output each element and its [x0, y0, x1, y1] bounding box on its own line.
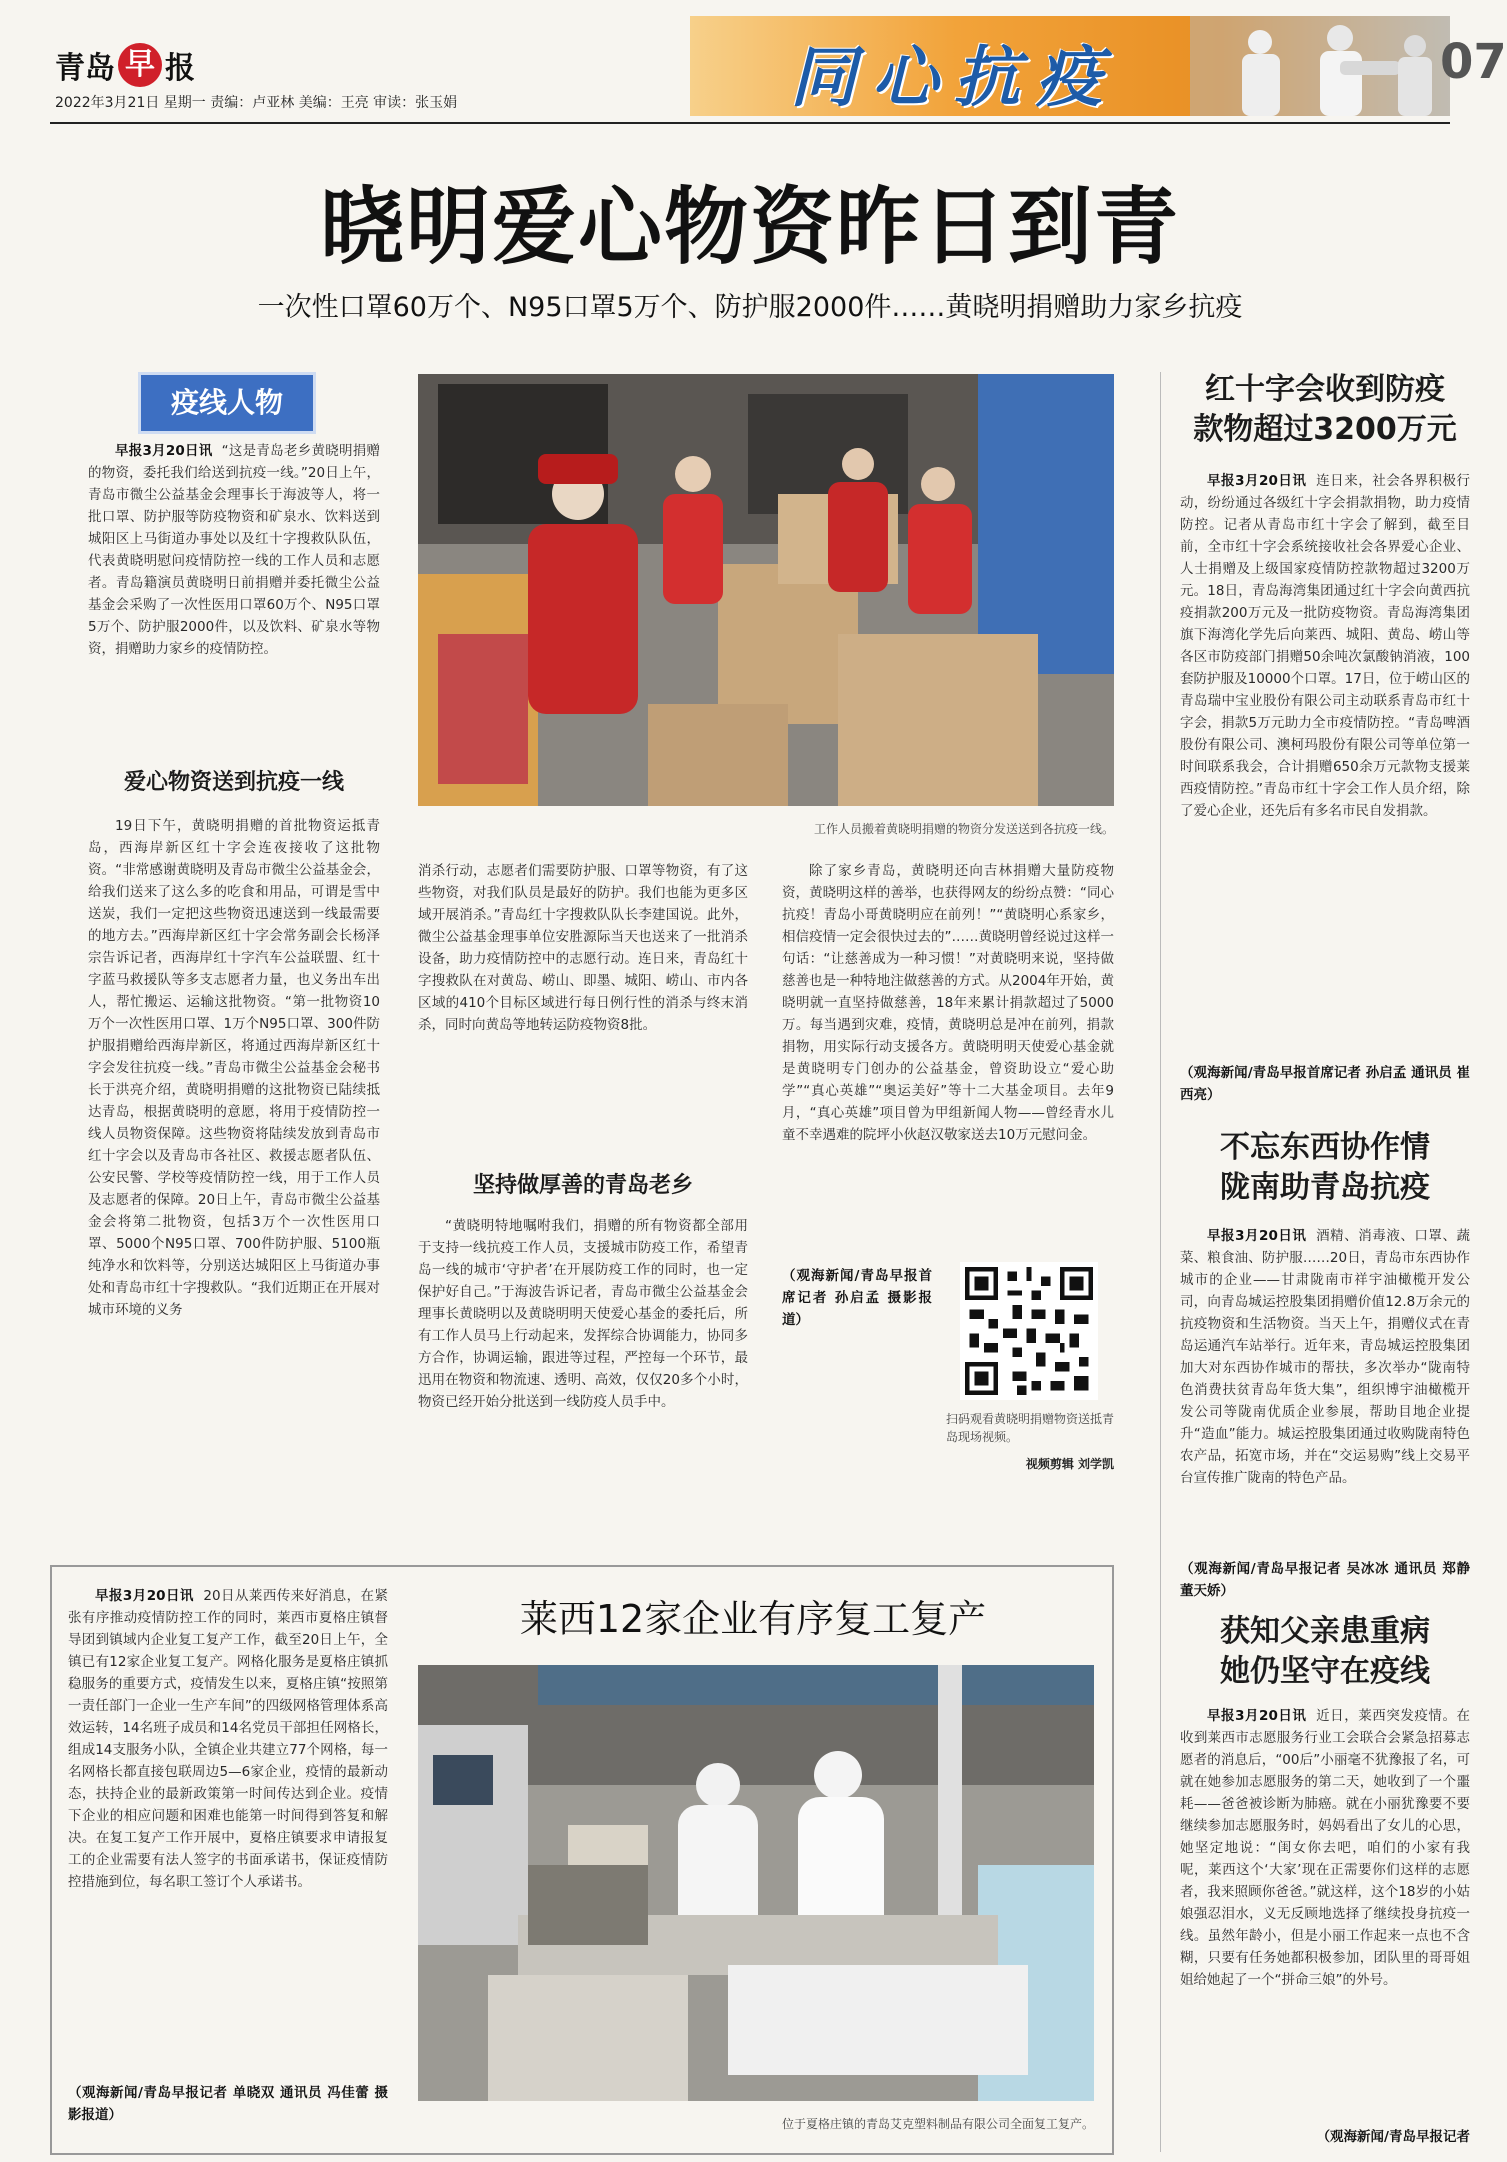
- side3-credit: （观海新闻/青岛早报记者: [1316, 2129, 1470, 2145]
- bottom-lead: 早报3月20日讯: [95, 1588, 194, 1604]
- main-article-col2b-text: “黄晓明特地嘱咐我们，捐赠的所有物资都全部用于支持一线抗疫工作人员，支援城市防疫工作，希望青岛一线的城市‘守护者’在开展防疫工作的同时，也一定保护好自己。”于海波告诉记者，青岛市微尘公益基金会理事长黄晓明以及黄晓明明天使爱心基金的委托后，所有工作人员马上行动起来，发挥综合协调能力，协同多方合作，协调运输，跟进等过程，严控每一个环节，最迅用在物资和物流速、透明、高效，仅仅20多个小时，物资已经开始分批送到一线防疫人员手中。: [418, 1218, 748, 1410]
- main-article-col2b: [418, 1215, 748, 1480]
- bottom-article-body: [68, 1585, 388, 2075]
- side2-body: [1180, 1225, 1470, 1555]
- main-article-col2a-text: 消杀行动，志愿者们需要防护服、口罩等物资，有了这些物资，对我们队员是最好的防护。我们也能为更多区域开展消杀。”青岛红十字搜救队队长李建国说。此外，微尘公益基金理事单位安胜源际当天也送来了一批消杀设备，助力疫情防控中的志愿行动。连日来，青岛红十字搜救队在对黄岛、崂山、即墨、城阳、崂山、市内各区域的410个目标区域进行每日例行性的消杀与终末消杀，同时向黄岛等地转运防疫物资8批。: [418, 863, 748, 1033]
- main-article-lead: 早报3月20日讯: [115, 443, 213, 459]
- photo-factory-workers: [418, 1665, 1094, 2101]
- qr-code-icon: [960, 1262, 1098, 1400]
- side3-text: 近日，莱西突发疫情。在收到莱西市志愿服务行业工会联合会紧急招募志愿者的消息后，“00后”小丽毫不犹豫报了名，可就在她参加志愿服务的第二天，她收到了一个噩耗——爸爸被诊断为肺癌。就在小丽犹豫要不要继续参加志愿服务时，妈妈看出了女儿的心思，她坚定地说：“闺女你去吧，咱们的小家有我呢，莱西这个‘大家’现在正需要你们这样的志愿者，我来照顾你爸爸。”就这样，这个18岁的小姑娘强忍泪水，义无反顾地选择了继续投身抗疫一线。虽然年龄小，但是小丽工作起来一点也不含糊，只要有任务她都积极参加，团队里的哥哥姐姐给她起了一个“拼命三娘”的外号。: [1180, 1708, 1471, 1988]
- side3-credit-wrap: [1180, 2126, 1470, 2150]
- paper-logo: [55, 40, 195, 90]
- side3-title-line1: 获知父亲患重病: [1220, 1614, 1430, 1649]
- side1-title-line2: 款物超过3200万元: [1193, 412, 1457, 447]
- side1-title: [1180, 370, 1470, 450]
- main-article-col1: [88, 815, 380, 1480]
- side2-credit-wrap: [1180, 1558, 1470, 1604]
- logo-seal-zao: 早: [118, 43, 162, 87]
- main-article-col1-text: 19日下午，黄晓明捐赠的首批物资运抵青岛，西海岸新区红十字会连夜接收了这批物资。“非常感谢黄晓明及青岛市微尘公益基金会，给我们送来了这么多的吃食和用品，可谓是雪中送炭，我们一定把这些物资迅速送到一线最需要的地方去。”西海岸新区红十字会常务副会长杨泽宗告诉记者，西海岸红十字汽车公益联盟、红十字蓝马救援队等多支志愿者力量，也义务出车出人，帮忙搬运、运输这批物资。“第一批物资10万个一次性医用口罩、1万个N95口罩、300件防护服捐赠给西海岸新区，将通过西海岸新区红十字会发往抗疫一线。”青岛市微尘公益基金会秘书长于洪亮介绍，黄晓明捐赠的这批物资已陆续抵达青岛，根据黄晓明的意愿，将用于疫情防控一线人员物资保障。这些物资将陆续发放到青岛市红十字会以及青岛市各社区、救援志愿者队伍、公安民警、学校等疫情防控一线，用于工作人员及志愿者的保障。20日上午，青岛市微尘公益基金会将第二批物资，包括3万个一次性医用口罩、5000个N95口罩、700件防护服、5100瓶纯净水和饮料等，分别送达城阳区上马街道办事处和青岛市红十字搜救队。“我们近期正在开展对城市环境的义务: [88, 818, 380, 1318]
- column-tag: 疫线人物: [138, 372, 316, 434]
- side3-title: [1180, 1612, 1470, 1692]
- bottom-article-title: 莱西12家企业有序复工复产: [519, 1597, 987, 1641]
- logo-text-qingdao: 青岛: [55, 51, 115, 86]
- side2-title-line2: 陇南助青岛抗疫: [1220, 1170, 1430, 1205]
- video-credit: 视频剪辑 刘学凯: [1025, 1457, 1114, 1471]
- side1-lead: 早报3月20日讯: [1207, 473, 1307, 489]
- side2-title-line1: 不忘东西协作情: [1220, 1130, 1430, 1165]
- side3-body: [1180, 1705, 1470, 2123]
- side3-title-line2: 她仍坚守在疫线: [1220, 1654, 1430, 1689]
- bottom-photo-caption: 位于夏格庄镇的青岛艾克塑料制品有限公司全面复工复产。: [781, 2117, 1094, 2131]
- main-headline: 晓明爱心物资昨日到青: [319, 178, 1180, 276]
- video-qr-code[interactable]: [960, 1262, 1098, 1400]
- bottom-text: 20日从莱西传来好消息，在紧张有序推动疫情防控工作的同时，莱西市夏格庄镇督导团到镇域内企业复工复产工作，截至20日上午，全镇已有12家企业复工复产。网格化服务是夏格庄镇抓稳服务的重要方式，疫情发生以来，夏格庄镇“按照第一责任部门一企业一生产车间”的四级网格管理体系高效运转，14名班子成员和14名党员干部担任网格长，组成14支服务小队，全镇企业共建立77个网格，每一名网格长都直接包联周边5—6家企业，疫情的最新动态，扶持企业的最新政策第一时间传达到企业。疫情下企业的相应问题和困难也能第一时间得到答复和解决。在复工复产工作开展中，夏格庄镇要求申请报复工的企业需要有法人签字的书面承诺书，保证疫情防控措施到位，每名职工签订个人承诺书。: [68, 1588, 388, 1890]
- side1-body: [1180, 470, 1470, 1060]
- sidebar-divider: [1160, 372, 1161, 2152]
- side1-credit: （观海新闻/青岛早报首席记者 孙启孟 通讯员 崔西亮）: [1180, 1065, 1470, 1103]
- side1-text: 连日来，社会各界积极行动，纷纷通过各级红十字会捐款捐物，助力疫情防控。记者从青岛市红十字会了解到，截至目前，全市红十字会系统接收社会各界爱心企业、人士捐赠及上级国家疫情防控款物超过3200万元。18日，青岛海湾集团通过红十字会向黄西抗疫捐款200万元及一批防疫物资。青岛海湾集团旗下海湾化学先后向莱西、城阳、黄岛、崂山等各区市防疫部门捐赠50余吨次氯酸钠消液，100套防护服及10000个口罩。17日，位于崂山区的青岛瑞中宝业股份有限公司主动联系青岛市红十字会，捐款5万元助力全市疫情防控。“青岛啤酒股份有限公司、澳柯玛股份有限公司等单位第一时间联系我会，合计捐赠650余万元款物支援莱西疫情防控。”青岛市红十字会工作人员介绍，除了爱心企业，还先后有多名市民自发捐款。: [1180, 473, 1471, 819]
- side2-text: 酒精、消毒液、口罩、蔬菜、粮食油、防护服……20日，青岛市东西协作城市的企业——甘肃陇南市祥宇油橄榄开发公司，向青岛城运控股集团捐赠价值12.8万余元的抗疫物资和生活物资。当天上午，捐赠仪式在青岛运通汽车站举行。近年来，青岛城运控股集团加大对东西协作城市的帮扶，多次举办“陇南特色消费扶贫青岛年货大集”，组织博宇油橄榄开发公司等陇南优质企业参展，帮助目地企业提升“造血”能力。城运控股集团通过收购陇南特色农产品，拓宽市场，并在“交运易购”线上交易平台宣传推广陇南的特色产品。: [1180, 1228, 1471, 1486]
- section-title: 同心抗疫: [790, 38, 1118, 116]
- bottom-article-photo: [418, 1665, 1094, 2101]
- subhead-hometown: 坚持做厚善的青岛老乡: [472, 1173, 693, 1198]
- qr-caption: 扫码观看黄晓明捐赠物资送抵青岛现场视频。: [946, 1412, 1115, 1444]
- main-article-col3-text: 除了家乡青岛，黄晓明还向吉林捐赠大量防疫物资，黄晓明这样的善举，也获得网友的纷纷点赞：“同心抗疫！青岛小哥黄晓明应在前列！”“黄晓明心系家乡，相信疫情一定会很快过去的”……黄晓明曾经说过这样一句话：“让慈善成为一种习惯！”对黄晓明来说，坚持做慈善也是一种特地注做慈善的方式。从2004年开始，黄晓明就一直坚持做慈善，18年来累计捐款超过了5000万。每当遇到灾难，疫情，黄晓明总是冲在前列，捐款捐物，用实际行动支援各方。黄晓明明天使爱心基金就是黄晓明专门创办的公益基金，曾资助设立“爱心助学”“真心英雄”“奥运美好”等十二大基金项目。去年9月，“真心英雄”项目曾为甲组新闻人物——曾经青水儿童不幸遇难的院坪小伙赵汉敬家送去10万元慰问金。: [782, 863, 1114, 1143]
- side2-lead: 早报3月20日讯: [1207, 1228, 1307, 1244]
- main-subheadline: 一次性口罩60万个、N95口罩5万个、防护服2000件……黄晓明捐赠助力家乡抗疫: [257, 292, 1243, 323]
- banner-medic-figures: [1190, 16, 1450, 116]
- main-photo-caption: 工作人员搬着黄晓明捐赠的物资分发送送到各抗疫一线。: [813, 822, 1114, 836]
- page-number: 07: [1440, 34, 1507, 90]
- side2-credit: （观海新闻/青岛早报记者 吴冰冰 通讯员 郑静 董天娇）: [1180, 1561, 1470, 1599]
- side1-credit-wrap: [1180, 1062, 1470, 1108]
- side1-title-line1: 红十字会收到防疫: [1205, 372, 1445, 407]
- main-article-para1: “这是青岛老乡黄晓明捐赠的物资，委托我们给送到抗疫一线。”20日上午，青岛市微尘公益基金会理事长于海波等人，将一批口罩、防护服等防疫物资和矿泉水、饮料送到城阳区上马街道办事处以及红十字搜救队队伍，代表黄晓明慰问疫情防控一线的工作人员和志愿者。青岛籍演员黄晓明日前捐赠并委托微尘公益基金会采购了一次性医用口罩60万个、N95口罩5万个、防护服2000件，以及饮料、矿泉水等物资，捐赠助力家乡的疫情防控。: [88, 443, 380, 657]
- masthead: [0, 0, 1507, 130]
- side3-lead: 早报3月20日讯: [1207, 1708, 1307, 1724]
- main-article-credit: （观海新闻/青岛早报首席记者 孙启孟 摄影报道）: [782, 1268, 932, 1328]
- main-article-col3-tail: [782, 1265, 932, 1415]
- subhead-deliver: 爱心物资送到抗疫一线: [123, 770, 344, 795]
- bottom-credit: （观海新闻/青岛早报记者 单晓双 通讯员 冯佳蕾 摄影报道）: [68, 2085, 388, 2123]
- bottom-credit-wrap: [68, 2082, 388, 2132]
- masthead-rule: [50, 122, 1450, 124]
- main-article-col2a: [418, 860, 748, 1178]
- main-article-col3: [782, 860, 1114, 1264]
- dateline: 2022年3月21日 星期一 责编：卢亚林 美编：王亮 审读：张玉娟: [55, 95, 458, 111]
- photo-volunteers-unloading: [418, 374, 1114, 806]
- side2-title: [1180, 1128, 1470, 1208]
- logo-text-bao: 报: [165, 51, 195, 86]
- section-banner: [690, 16, 1450, 116]
- main-article-intro: [88, 440, 380, 740]
- main-article-photo: [418, 374, 1114, 806]
